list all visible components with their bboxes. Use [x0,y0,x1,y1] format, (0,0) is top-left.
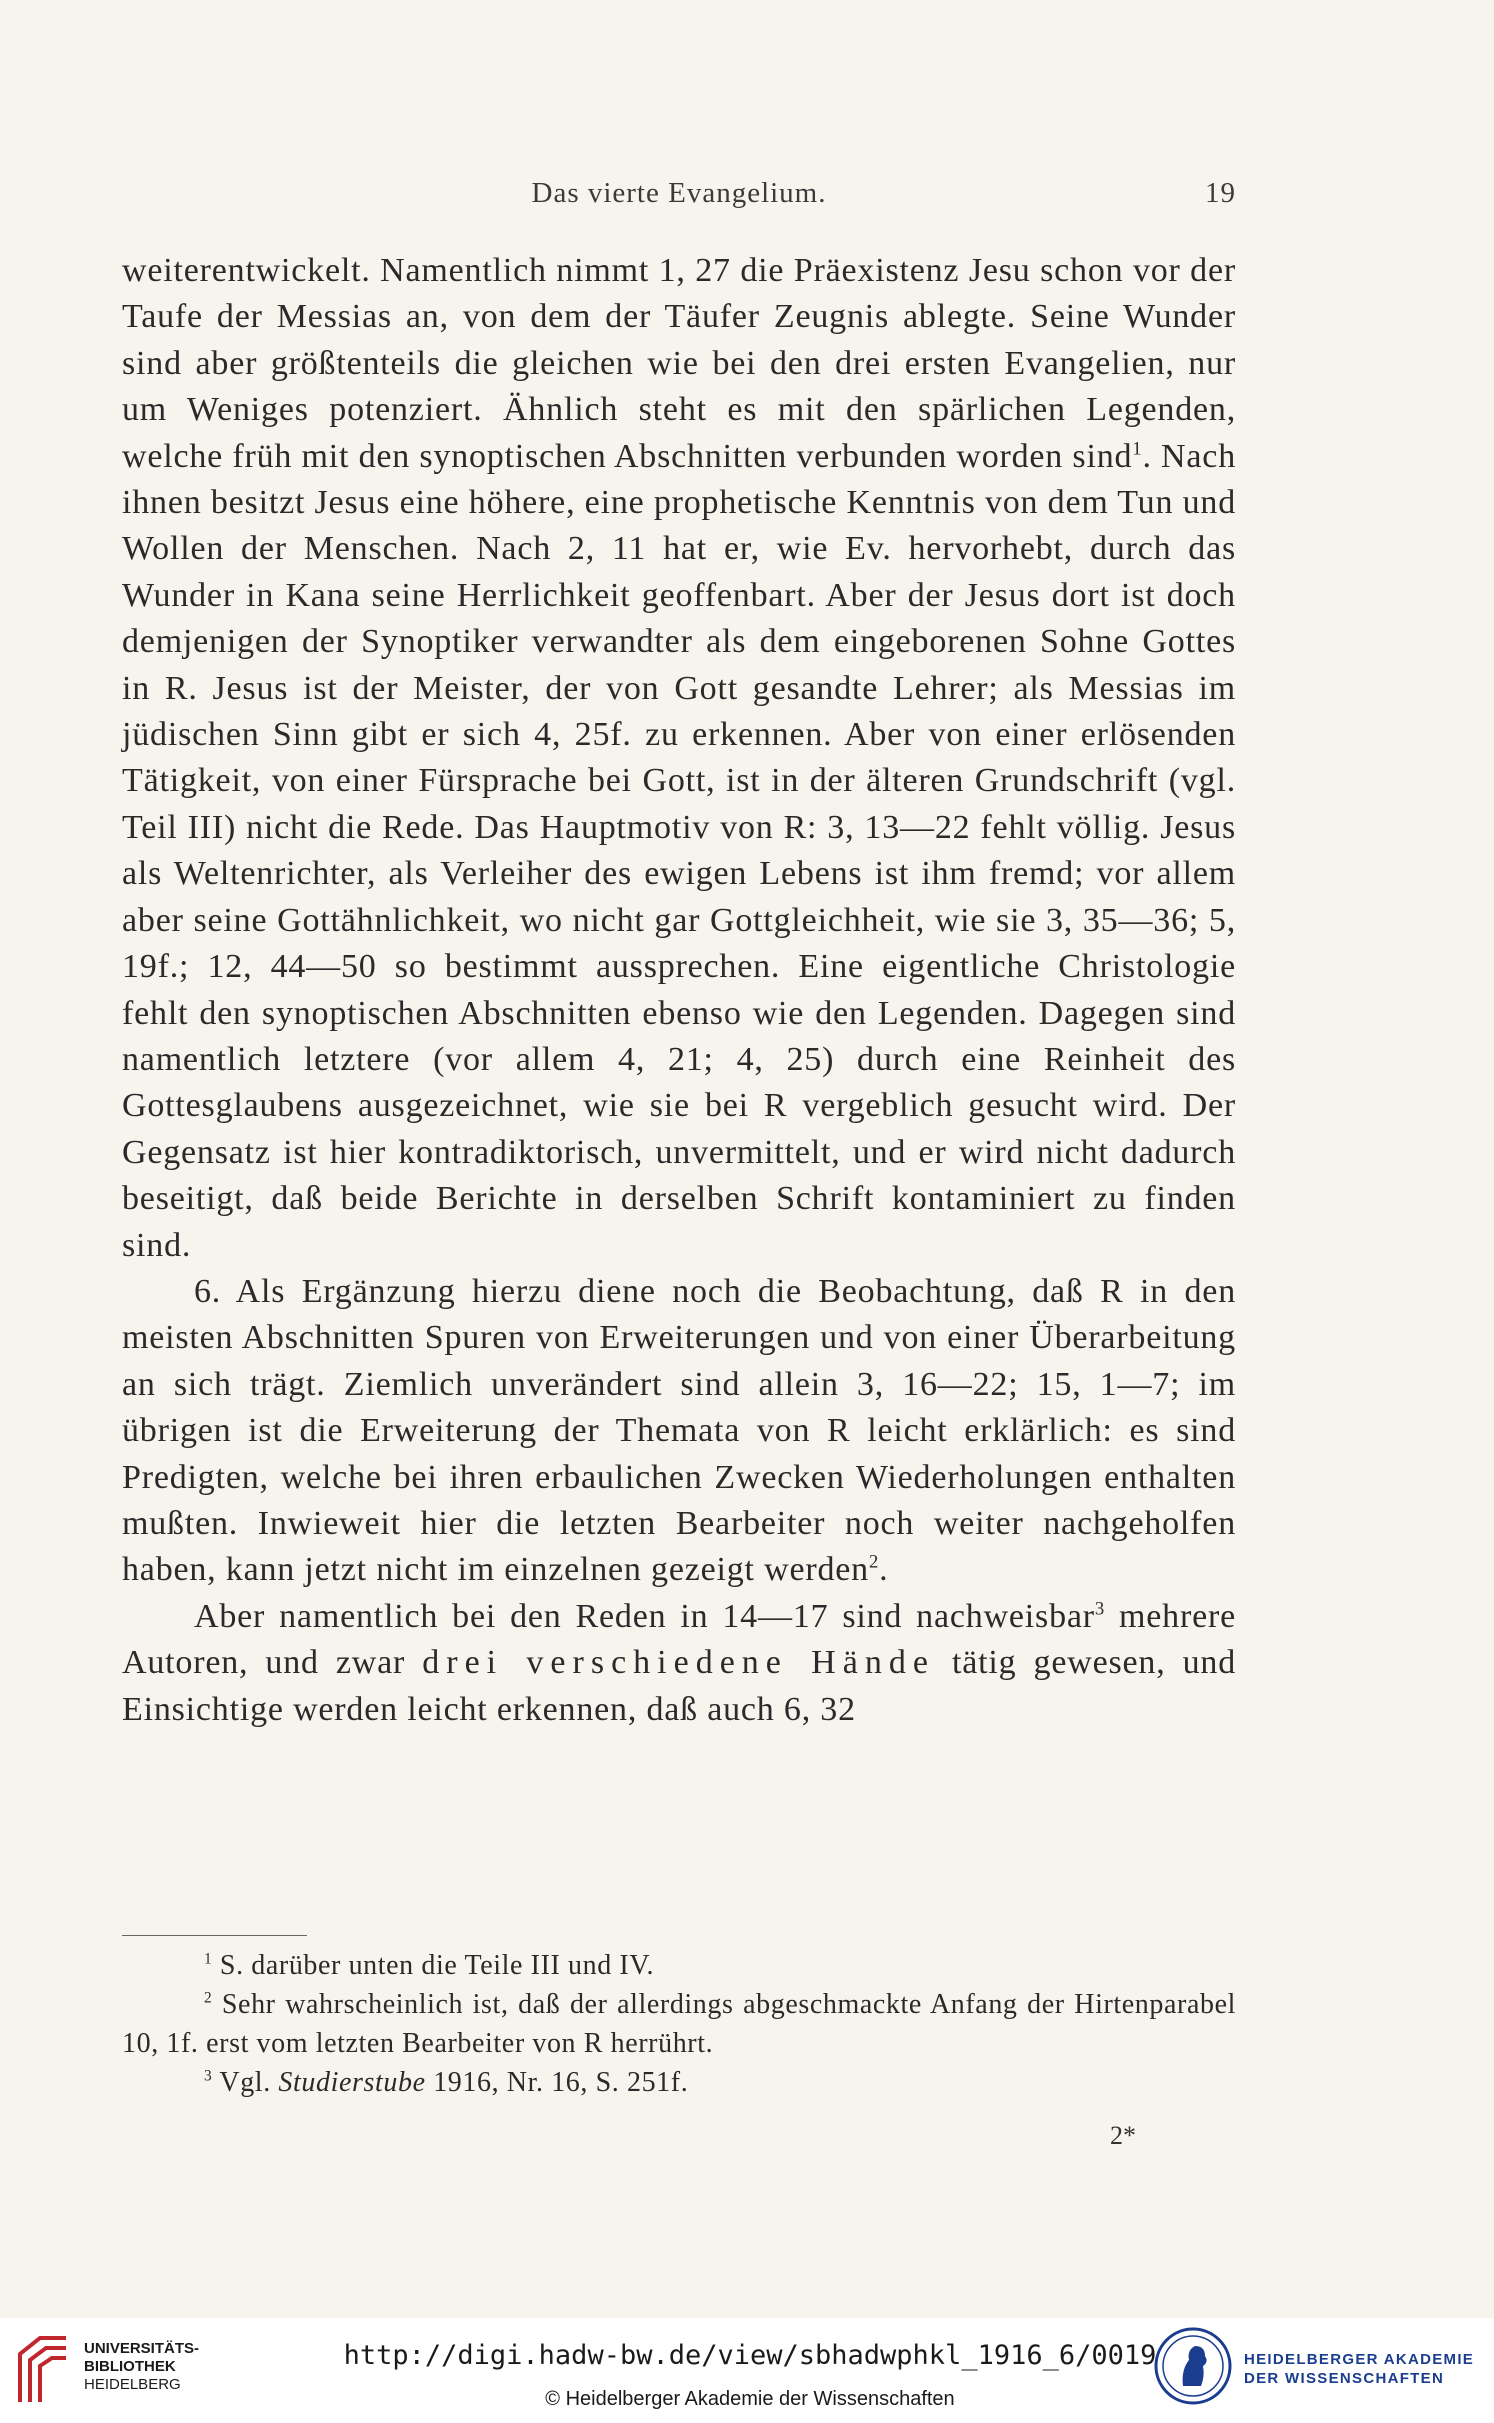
library-name-line3: HEIDELBERG [84,2376,181,2393]
paragraph-3-text-b: mehrere Autoren, und zwar [122,1597,1236,1682]
academy-seal-icon [1153,2326,1233,2406]
running-head [122,177,1236,217]
footnote-1-mark: 1 [204,1950,213,1968]
footnote-ref-2: 2 [868,1552,880,1574]
library-name-line2: BIBLIOTHEK [84,2358,176,2375]
academy-name [1244,2350,1474,2388]
paragraph-3-text-a: Aber namentlich bei den Reden in 14—17 sind nachweisbar [194,1597,1095,1635]
footnote-divider [122,1935,307,1936]
paragraph-2-text-b: . [879,1551,889,1589]
footnote-2-mark: 2 [204,1989,213,2007]
academy-name-line1: HEIDELBERGER AKADEMIE [1244,2351,1475,2368]
library-name-line1: UNIVERSITÄTS- [84,2340,200,2357]
footnote-3-text-before: Vgl. [212,2067,279,2098]
footnote-1-text: S. darüber unten die Teile III und IV. [212,1950,655,1981]
footnote-3-italic-title: Studierstube [278,2067,426,2098]
signature-mark: 2* [1110,2121,1136,2150]
paragraph-3 [122,1594,1236,1733]
footer-bar [0,2318,1494,2423]
academy-name-line2: DER WISSENSCHAFTEN [1244,2370,1445,2387]
page-number: 19 [1205,177,1236,209]
library-logo-icon [14,2332,72,2404]
paragraph-2 [122,1269,1236,1594]
footnotes [122,1946,1236,2102]
body-text [122,248,1236,1733]
running-title: Das vierte Evangelium. [531,177,827,209]
footnote-ref-1: 1 [1132,438,1143,460]
footnote-1 [122,1946,1236,1985]
paragraph-2-text-a: 6. Als Ergänzung hierzu diene noch die Beobachtung, daß R in den meisten Abschnitten Spuren von Erweiterungen und von einer Überarbeitung an sich trägt. Ziemlich unverändert sind allein 3, 16—22; 15, 1—7; im übrigen ist die Erweiterung der Themata von R leicht erklärlich: es sind Predigten, welche bei ihren erbaulichen Zwecken Wiederholungen enthalten mußten. Inwieweit hier die letzten Bearbeiter noch weiter nachgeholfen haben, kann jetzt nicht im einzelnen gezeigt werden [122,1272,1236,1589]
spaced-emphasis: drei verschiedene Hände [422,1644,935,1682]
footnote-2-text: Sehr wahrscheinlich ist, daß der allerdings abgeschmackte Anfang der Hirtenparabel 10, 1f. erst vom letzten Bearbeiter von R herrührt. [122,1989,1236,2059]
footnote-3-text-after: 1916, Nr. 16, S. 251f. [425,2067,689,2098]
permalink-url[interactable]: http://digi.hadw-bw.de/view/sbhadwphkl_1916_6/0019 [343,2340,1157,2371]
copyright-notice: © Heidelberger Akademie der Wissenschaften [545,2388,955,2410]
paragraph-1 [122,248,1236,1269]
footnote-ref-3: 3 [1094,1598,1106,1620]
footnote-2 [122,1985,1236,2063]
library-name [84,2340,199,2394]
paragraph-3-text-c: tätig gewesen, und Einsichtige werden leicht erkennen, daß auch 6, 32 [122,1644,1236,1728]
paragraph-1-text-b: . Nach ihnen besitzt Jesus eine höhere, eine prophetische Kenntnis von dem Tun und Wollen der Menschen. Nach 2, 11 hat er, wie Ev. hervorhebt, durch das Wunder in Kana seine Herrlichkeit geoffenbart. Aber der Jesus dort ist doch demjenigen der Synoptiker verwandter als dem eingeborenen Sohne Gottes in R. Jesus ist der Meister, der von Gott gesandte Lehrer; als Messias im jüdischen Sinn gibt er sich 4, 25f. zu erkennen. Aber von einer erlösenden Tätigkeit, von einer Fürsprache bei Gott, ist in der älteren Grundschrift (vgl. Teil III) nicht die Rede. Das Hauptmotiv von R: 3, 13—22 fehlt völlig. Jesus als Weltenrichter, als Verleiher des ewigen Lebens ist ihm fremd; vor allem aber seine Gottähnlichkeit, wo nicht gar Gottgleichheit, wie sie 3, 35—36; 5, 19f.; 12, 44—50 so bestimmt aussprechen. Eine eigentliche Christologie fehlt den synoptischen Abschnitten ebenso wie den Legenden. Dagegen sind namentlich letztere (vor allem 4, 21; 4, 25) durch eine Reinheit des Gottesglaubens ausgezeichnet, wie sie bei R vergeblich gesucht wird. Der Gegensatz ist hier kontradiktorisch, unvermittelt, und er wird nicht dadurch beseitigt, daß beide Berichte in derselben Schrift kontaminiert zu finden sind. [122,437,1236,1264]
footnote-3 [122,2063,1236,2102]
paragraph-1-text-a: weiterentwickelt. Namentlich nimmt 1, 27 die Präexistenz Jesu schon vor der Taufe der Messias an, von dem der Täufer Zeugnis ablegte. Seine Wunder sind aber größtenteils die gleichen wie bei den drei ersten Evangelien, nur um Weniges potenziert. Ähnlich steht es mit den spärlichen Legenden, welche früh mit den synoptischen Abschnitten verbunden worden sind [122,252,1236,475]
footnote-3-mark: 3 [204,2067,213,2085]
